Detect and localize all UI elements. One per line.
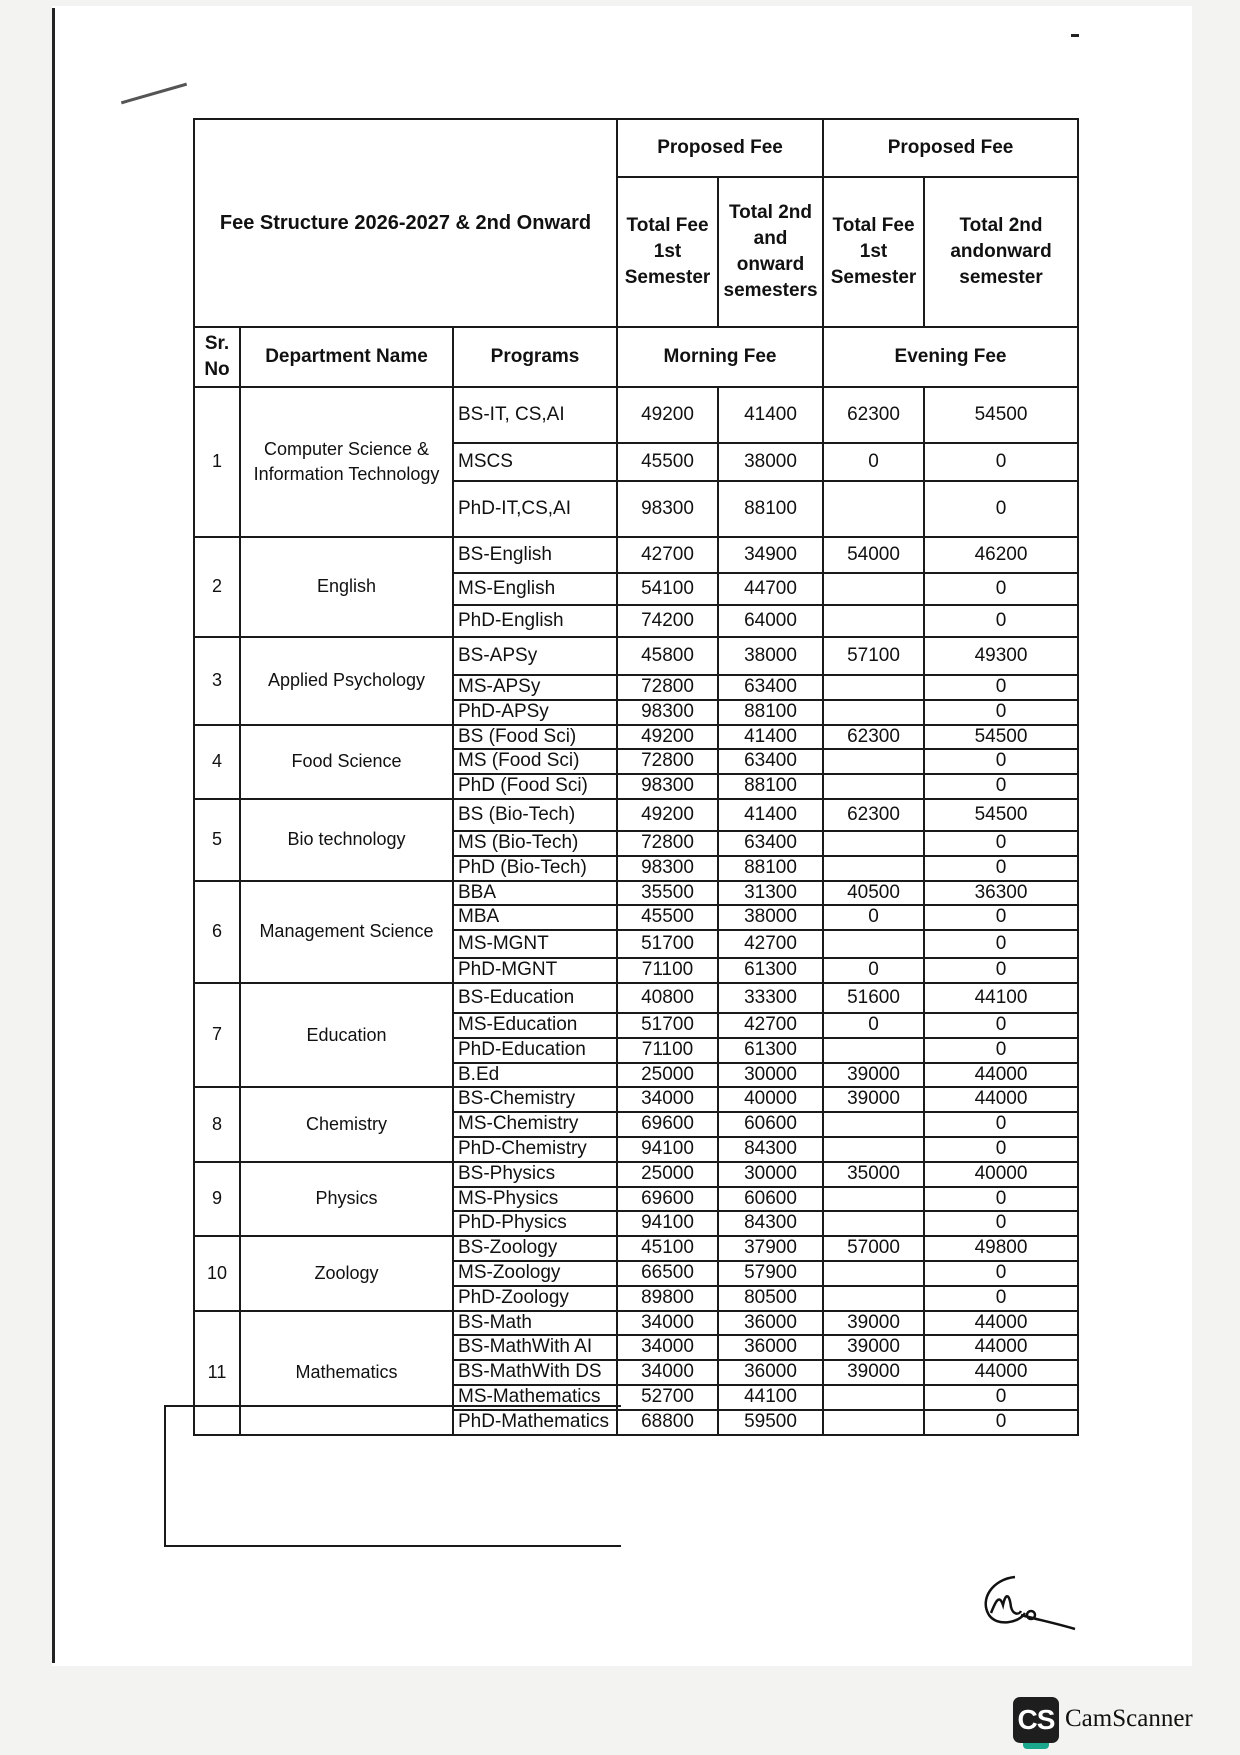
evening-first-fee-cell	[823, 1187, 924, 1212]
morning-onward-fee-cell: 63400	[718, 675, 823, 700]
department-name-cell: Education	[240, 983, 453, 1087]
evening-first-fee-cell: 35000	[823, 1162, 924, 1187]
morning-onward-fee-cell: 60600	[718, 1187, 823, 1212]
morning-onward-fee-cell: 41400	[718, 799, 823, 831]
evening-onward-fee-cell: 0	[924, 443, 1078, 481]
program-cell: BS-APSy	[453, 637, 617, 675]
program-cell: PhD-Chemistry	[453, 1137, 617, 1162]
morning-first-fee-cell: 40800	[617, 983, 718, 1013]
morning-first-fee-cell: 49200	[617, 387, 718, 443]
morning-first-fee-cell: 45500	[617, 905, 718, 930]
morning-onward-fee-cell: 36000	[718, 1335, 823, 1360]
morning-first-fee-cell: 51700	[617, 930, 718, 958]
table-row	[194, 983, 1078, 1013]
evening-first-fee-cell	[823, 1385, 924, 1410]
morning-first-fee-cell: 94100	[617, 1211, 718, 1236]
morning-onward-fee-cell: 30000	[718, 1162, 823, 1187]
morning-first-fee-cell: 66500	[617, 1261, 718, 1286]
sr-no-cell: 4	[194, 725, 240, 799]
sr-no-cell: 2	[194, 537, 240, 637]
morning-onward-fee-cell: 42700	[718, 930, 823, 958]
program-cell: MS-Zoology	[453, 1261, 617, 1286]
morning-onward-fee-cell: 30000	[718, 1063, 823, 1088]
evening-first-fee-cell: 39000	[823, 1311, 924, 1336]
program-cell: MS-Education	[453, 1013, 617, 1038]
morning-onward-fee-cell: 44100	[718, 1385, 823, 1410]
evening-onward-fee-cell: 0	[924, 905, 1078, 930]
evening-onward-fee-cell: 54500	[924, 799, 1078, 831]
morning-first-fee-cell: 72800	[617, 831, 718, 856]
evening-first-fee-cell	[823, 1112, 924, 1137]
program-cell: BS-Physics	[453, 1162, 617, 1187]
morning-onward-fee-cell: 38000	[718, 443, 823, 481]
evening-onward-fee-cell: 0	[924, 481, 1078, 537]
morning-onward-fee-cell: 37900	[718, 1236, 823, 1261]
evening-first-fee-cell: 39000	[823, 1335, 924, 1360]
program-cell: BS-Education	[453, 983, 617, 1013]
sr-no-cell: 6	[194, 881, 240, 983]
program-cell: BS-MathWith AI	[453, 1335, 617, 1360]
program-cell: PhD (Bio-Tech)	[453, 856, 617, 881]
scan-speck	[1071, 34, 1079, 37]
morning-onward-fee-cell: 61300	[718, 958, 823, 983]
program-cell: MSCS	[453, 443, 617, 481]
program-cell: PhD-Education	[453, 1038, 617, 1063]
morning-first-fee-cell: 42700	[617, 537, 718, 573]
morning-first-fee-cell: 71100	[617, 958, 718, 983]
table-row	[194, 1162, 1078, 1187]
evening-first-fee-cell	[823, 1410, 924, 1435]
table-row	[194, 537, 1078, 573]
program-cell: MS-Mathematics	[453, 1385, 617, 1410]
evening-first-fee-cell: 0	[823, 905, 924, 930]
morning-onward-fee-cell: 41400	[718, 387, 823, 443]
program-cell: PhD-English	[453, 605, 617, 637]
morning-first-fee-cell: 34000	[617, 1360, 718, 1385]
morning-first-fee-cell: 72800	[617, 749, 718, 774]
evening-first-fee-cell: 39000	[823, 1063, 924, 1088]
evening-onward-fee-cell: 0	[924, 749, 1078, 774]
table-row	[194, 881, 1078, 906]
department-name-cell: Chemistry	[240, 1087, 453, 1161]
morning-first-fee-cell: 49200	[617, 799, 718, 831]
morning-onward-fee-cell: 34900	[718, 537, 823, 573]
morning-onward-fee-cell: 88100	[718, 856, 823, 881]
page-edge-shadow	[52, 8, 55, 1663]
evening-onward-fee-cell: 44000	[924, 1087, 1078, 1112]
evening-first-fee-cell: 0	[823, 443, 924, 481]
evening-onward-fee-cell: 0	[924, 1137, 1078, 1162]
program-cell: BS-IT, CS,AI	[453, 387, 617, 443]
morning-first-fee-cell: 98300	[617, 774, 718, 799]
evening-first-fee-cell: 62300	[823, 799, 924, 831]
col-department-name: Department Name	[240, 327, 453, 387]
evening-group-header: Proposed Fee	[823, 119, 1078, 177]
handwritten-signature-icon	[975, 1565, 1085, 1635]
morning-first-fee-cell: 34000	[617, 1087, 718, 1112]
morning-first-fee-cell: 34000	[617, 1335, 718, 1360]
sr-no-cell: 7	[194, 983, 240, 1087]
department-name-cell: English	[240, 537, 453, 637]
morning-onward-fee-cell: 36000	[718, 1360, 823, 1385]
evening-onward-fee-cell: 36300	[924, 881, 1078, 906]
morning-first-fee-cell: 54100	[617, 573, 718, 605]
morning-onward-fee-cell: 44700	[718, 573, 823, 605]
morning-onward-fee-cell: 63400	[718, 831, 823, 856]
morning-first-fee-cell: 25000	[617, 1162, 718, 1187]
fee-structure-table	[193, 118, 1079, 1436]
program-cell: PhD-MGNT	[453, 958, 617, 983]
evening-first-fee-cell	[823, 1286, 924, 1311]
morning-group-header: Proposed Fee	[617, 119, 823, 177]
table-title: Fee Structure 2026-2027 & 2nd Onward	[194, 119, 617, 327]
col-morning-first-semester: Total Fee 1st Semester	[617, 177, 718, 327]
morning-first-fee-cell: 35500	[617, 881, 718, 906]
morning-first-fee-cell: 45100	[617, 1236, 718, 1261]
evening-first-fee-cell	[823, 774, 924, 799]
evening-onward-fee-cell: 46200	[924, 537, 1078, 573]
evening-first-fee-cell: 54000	[823, 537, 924, 573]
program-cell: MBA	[453, 905, 617, 930]
morning-first-fee-cell: 69600	[617, 1187, 718, 1212]
department-name-cell: Physics	[240, 1162, 453, 1236]
morning-first-fee-cell: 98300	[617, 856, 718, 881]
program-cell: MS-Chemistry	[453, 1112, 617, 1137]
col-morning-onward-semesters: Total 2nd and onward semesters	[718, 177, 823, 327]
morning-onward-fee-cell: 84300	[718, 1137, 823, 1162]
morning-onward-fee-cell: 88100	[718, 774, 823, 799]
program-cell: BS-MathWith DS	[453, 1360, 617, 1385]
program-cell: BS-Zoology	[453, 1236, 617, 1261]
evening-onward-fee-cell: 0	[924, 1385, 1078, 1410]
table-row	[194, 1311, 1078, 1336]
morning-onward-fee-cell: 88100	[718, 481, 823, 537]
morning-first-fee-cell: 71100	[617, 1038, 718, 1063]
col-evening-fee: Evening Fee	[823, 327, 1078, 387]
evening-onward-fee-cell: 44000	[924, 1063, 1078, 1088]
morning-first-fee-cell: 89800	[617, 1286, 718, 1311]
evening-first-fee-cell	[823, 481, 924, 537]
evening-onward-fee-cell: 0	[924, 1013, 1078, 1038]
evening-onward-fee-cell: 44100	[924, 983, 1078, 1013]
morning-first-fee-cell: 74200	[617, 605, 718, 637]
morning-first-fee-cell: 45500	[617, 443, 718, 481]
evening-onward-fee-cell: 49800	[924, 1236, 1078, 1261]
program-cell: MS-English	[453, 573, 617, 605]
evening-first-fee-cell	[823, 700, 924, 725]
sr-no-cell: 9	[194, 1162, 240, 1236]
camscanner-watermark: CamScanner	[1065, 1705, 1193, 1732]
morning-onward-fee-cell: 33300	[718, 983, 823, 1013]
table-row	[194, 637, 1078, 675]
evening-first-fee-cell: 40500	[823, 881, 924, 906]
morning-first-fee-cell: 52700	[617, 1385, 718, 1410]
evening-onward-fee-cell: 0	[924, 856, 1078, 881]
program-cell: PhD-Zoology	[453, 1286, 617, 1311]
morning-onward-fee-cell: 36000	[718, 1311, 823, 1336]
program-cell: MS-MGNT	[453, 930, 617, 958]
evening-onward-fee-cell: 0	[924, 675, 1078, 700]
department-name-cell: Computer Science & Information Technology	[240, 387, 453, 537]
sr-no-cell: 8	[194, 1087, 240, 1161]
col-programs: Programs	[453, 327, 617, 387]
morning-onward-fee-cell: 63400	[718, 749, 823, 774]
morning-onward-fee-cell: 84300	[718, 1211, 823, 1236]
evening-onward-fee-cell: 44000	[924, 1311, 1078, 1336]
program-cell: PhD-APSy	[453, 700, 617, 725]
department-name-cell: Mathematics	[240, 1311, 453, 1435]
evening-first-fee-cell	[823, 1038, 924, 1063]
evening-onward-fee-cell: 0	[924, 774, 1078, 799]
evening-onward-fee-cell: 0	[924, 605, 1078, 637]
sr-no-cell: 10	[194, 1236, 240, 1310]
program-cell: PhD-IT,CS,AI	[453, 481, 617, 537]
evening-first-fee-cell	[823, 573, 924, 605]
morning-onward-fee-cell: 41400	[718, 725, 823, 750]
evening-first-fee-cell	[823, 749, 924, 774]
morning-onward-fee-cell: 42700	[718, 1013, 823, 1038]
morning-onward-fee-cell: 31300	[718, 881, 823, 906]
morning-first-fee-cell: 34000	[617, 1311, 718, 1336]
col-sr-no: Sr. No	[194, 327, 240, 387]
morning-onward-fee-cell: 80500	[718, 1286, 823, 1311]
evening-onward-fee-cell: 0	[924, 1286, 1078, 1311]
program-cell: PhD-Physics	[453, 1211, 617, 1236]
table-row	[194, 1236, 1078, 1261]
morning-first-fee-cell: 45800	[617, 637, 718, 675]
program-cell: BBA	[453, 881, 617, 906]
morning-onward-fee-cell: 64000	[718, 605, 823, 637]
program-cell: MS-APSy	[453, 675, 617, 700]
evening-onward-fee-cell: 0	[924, 1038, 1078, 1063]
col-morning-fee: Morning Fee	[617, 327, 823, 387]
morning-onward-fee-cell: 61300	[718, 1038, 823, 1063]
morning-first-fee-cell: 25000	[617, 1063, 718, 1088]
morning-first-fee-cell: 72800	[617, 675, 718, 700]
evening-first-fee-cell: 0	[823, 958, 924, 983]
program-cell: PhD (Food Sci)	[453, 774, 617, 799]
department-name-cell: Management Science	[240, 881, 453, 983]
col-evening-onward-semesters: Total 2nd andonward semester	[924, 177, 1078, 327]
program-cell: PhD-Mathematics	[453, 1410, 617, 1435]
program-cell: BS-English	[453, 537, 617, 573]
evening-onward-fee-cell: 0	[924, 958, 1078, 983]
morning-first-fee-cell: 98300	[617, 481, 718, 537]
evening-onward-fee-cell: 0	[924, 1187, 1078, 1212]
department-name-cell: Bio technology	[240, 799, 453, 881]
evening-first-fee-cell: 62300	[823, 725, 924, 750]
evening-first-fee-cell	[823, 1137, 924, 1162]
program-cell: BS (Food Sci)	[453, 725, 617, 750]
evening-first-fee-cell: 39000	[823, 1360, 924, 1385]
morning-onward-fee-cell: 38000	[718, 637, 823, 675]
morning-onward-fee-cell: 88100	[718, 700, 823, 725]
morning-first-fee-cell: 51700	[617, 1013, 718, 1038]
morning-onward-fee-cell: 60600	[718, 1112, 823, 1137]
program-cell: B.Ed	[453, 1063, 617, 1088]
program-cell: BS-Chemistry	[453, 1087, 617, 1112]
program-cell: MS-Physics	[453, 1187, 617, 1212]
program-cell: MS (Food Sci)	[453, 749, 617, 774]
evening-first-fee-cell: 57100	[823, 637, 924, 675]
evening-onward-fee-cell: 0	[924, 1112, 1078, 1137]
morning-first-fee-cell: 49200	[617, 725, 718, 750]
evening-first-fee-cell: 62300	[823, 387, 924, 443]
table-row	[194, 725, 1078, 750]
evening-first-fee-cell	[823, 930, 924, 958]
evening-onward-fee-cell: 54500	[924, 725, 1078, 750]
department-name-cell: Zoology	[240, 1236, 453, 1310]
program-cell: MS (Bio-Tech)	[453, 831, 617, 856]
evening-first-fee-cell: 0	[823, 1013, 924, 1038]
camscanner-logo-icon: CS	[1013, 1697, 1059, 1743]
program-cell: BS-Math	[453, 1311, 617, 1336]
evening-onward-fee-cell: 44000	[924, 1360, 1078, 1385]
table-row	[194, 387, 1078, 443]
evening-onward-fee-cell: 44000	[924, 1335, 1078, 1360]
evening-onward-fee-cell: 0	[924, 1261, 1078, 1286]
department-name-cell: Food Science	[240, 725, 453, 799]
evening-onward-fee-cell: 54500	[924, 387, 1078, 443]
evening-first-fee-cell	[823, 605, 924, 637]
evening-first-fee-cell	[823, 856, 924, 881]
sr-no-cell: 1	[194, 387, 240, 537]
table-row	[194, 1087, 1078, 1112]
evening-first-fee-cell	[823, 675, 924, 700]
evening-onward-fee-cell: 0	[924, 930, 1078, 958]
evening-onward-fee-cell: 0	[924, 1410, 1078, 1435]
sr-no-cell: 11	[194, 1311, 240, 1435]
evening-first-fee-cell	[823, 1261, 924, 1286]
morning-onward-fee-cell: 40000	[718, 1087, 823, 1112]
col-evening-first-semester: Total Fee 1st Semester	[823, 177, 924, 327]
evening-onward-fee-cell: 0	[924, 1211, 1078, 1236]
evening-first-fee-cell	[823, 831, 924, 856]
morning-first-fee-cell: 98300	[617, 700, 718, 725]
evening-first-fee-cell: 57000	[823, 1236, 924, 1261]
program-cell: BS (Bio-Tech)	[453, 799, 617, 831]
evening-first-fee-cell: 51600	[823, 983, 924, 1013]
morning-first-fee-cell: 94100	[617, 1137, 718, 1162]
table-row	[194, 799, 1078, 831]
evening-onward-fee-cell: 49300	[924, 637, 1078, 675]
morning-first-fee-cell: 68800	[617, 1410, 718, 1435]
morning-onward-fee-cell: 59500	[718, 1410, 823, 1435]
sr-no-cell: 5	[194, 799, 240, 881]
evening-first-fee-cell	[823, 1211, 924, 1236]
morning-first-fee-cell: 69600	[617, 1112, 718, 1137]
fee-table-body	[194, 387, 1078, 1435]
morning-onward-fee-cell: 57900	[718, 1261, 823, 1286]
sr-no-cell: 3	[194, 637, 240, 725]
evening-onward-fee-cell: 0	[924, 831, 1078, 856]
evening-first-fee-cell: 39000	[823, 1087, 924, 1112]
evening-onward-fee-cell: 0	[924, 700, 1078, 725]
morning-onward-fee-cell: 38000	[718, 905, 823, 930]
evening-onward-fee-cell: 40000	[924, 1162, 1078, 1187]
evening-onward-fee-cell: 0	[924, 573, 1078, 605]
department-name-cell: Applied Psychology	[240, 637, 453, 725]
